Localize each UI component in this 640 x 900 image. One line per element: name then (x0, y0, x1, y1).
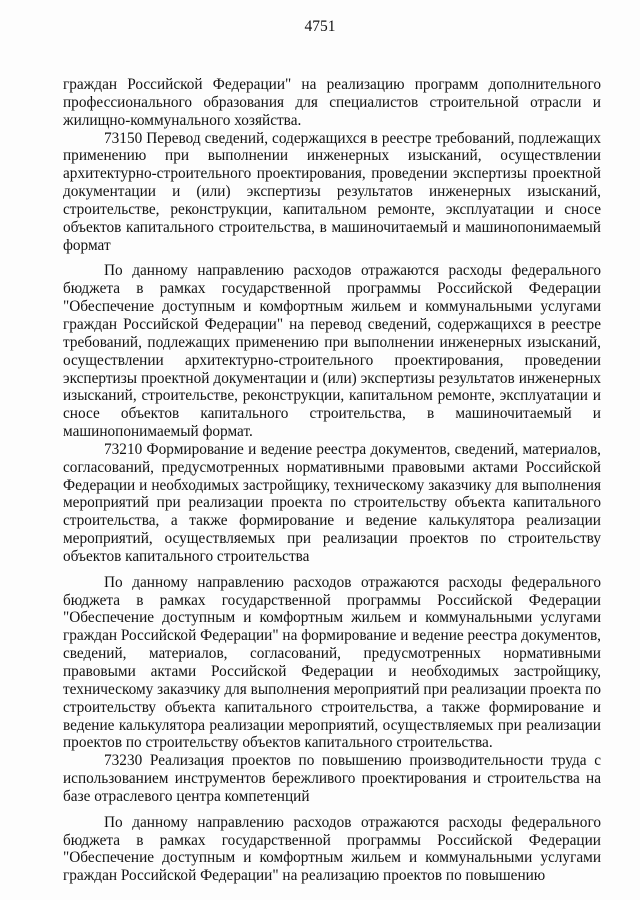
section-description-73230: По данному направлению расходов отражаются расходы федерального бюджета в рамках государственной программы Российской Федерации "Обеспечение доступным и комфортным жильем и коммунальными услугами граждан Российской Федерации" на реализацию проектов по повышению (63, 813, 601, 885)
page-number: 4751 (304, 18, 336, 35)
section-heading-73230: 73230 Реализация проектов по повышению производительности труда с использованием инструментов бережливого проектирования и строительства на базе отраслевого центра компетенций (63, 752, 601, 805)
section-description-73150: По данному направлению расходов отражаются расходы федерального бюджета в рамках государственной программы Российской Федерации "Обеспечение доступным и комфортным жильем и коммунальными услугами граждан Российской Федерации" на перевод сведений, содержащихся в реестре требований, подлежащих применению при выполнении инженерных изысканий, осуществлении архитектурно-строительного проектирования, проведении экспертизы проектной документации и (или) экспертизы результатов инженерных изысканий, строительстве, реконструкции, капитальном ремонте, эксплуатации и сносе объектов капитального строительства, в машиночитаемый и машинопонимаемый формат. (63, 262, 601, 441)
section-heading-73150: 73150 Перевод сведений, содержащихся в реестре требований, подлежащих применению при выполнении инженерных изысканий, осуществлении архитектурно-строительного проектирования, проведении экспертизы проектной документации и (или) экспертизы результатов инженерных изысканий, строительстве, реконструкции, капитальном ремонте, эксплуатации и сносе объектов капитального строительства, в машиночитаемый и машинопонимаемый формат (63, 129, 601, 254)
section-heading-73210: 73210 Формирование и ведение реестра документов, сведений, материалов, согласований, предусмотренных нормативными правовыми актами Российской Федерации и необходимых застройщику, техническому заказчику для выполнения мероприятий при реализации проекта по строительству объекта капитального строительства, а также формирование и ведение калькулятора реализации мероприятий, осуществляемых при реализации проектов по строительству объектов капитального строительства (63, 440, 601, 565)
document-body (63, 76, 601, 885)
paragraph-continuation: граждан Российской Федерации" на реализацию программ дополнительного профессионального образования для специалистов строительной отрасли и жилищно-коммунального хозяйства. (63, 76, 601, 129)
section-description-73210: По данному направлению расходов отражаются расходы федерального бюджета в рамках государственной программы Российской Федерации "Обеспечение доступным и комфортным жильем и коммунальными услугами граждан Российской Федерации" на формирование и ведение реестра документов, сведений, материалов, согласований, предусмотренных нормативными правовыми актами Российской Федерации и необходимых застройщику, техническому заказчику для выполнения мероприятий при реализации проекта по строительству объекта капитального строительства, а также формирование и ведение калькулятора реализации мероприятий, осуществляемых при реализации проектов по строительству объектов капитального строительства. (63, 573, 601, 752)
